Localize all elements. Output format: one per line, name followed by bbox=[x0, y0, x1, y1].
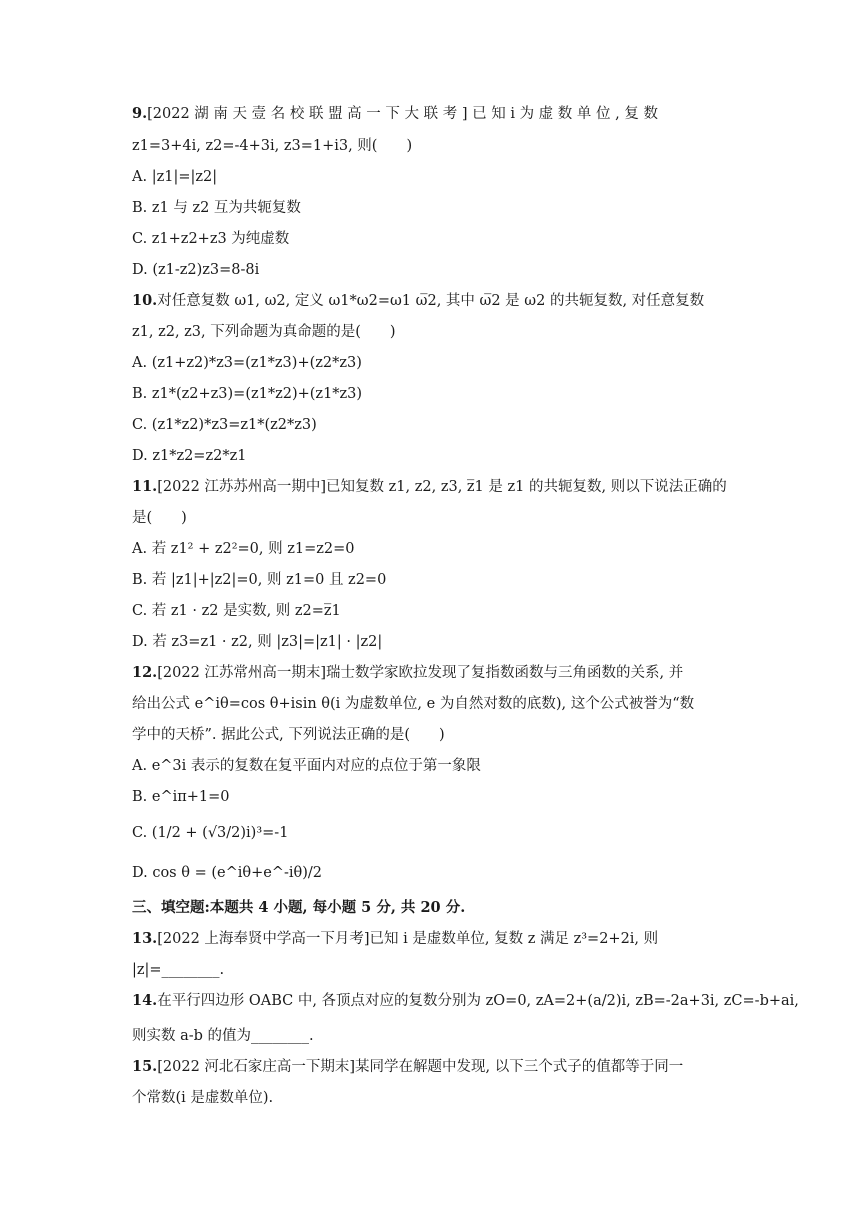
question-14-stem: 在平行四边形 OABC 中, 各顶点对应的复数分别为 zO=0, zA=2+(a/2)i, zB=-2a+3i, zC=-b+ai, bbox=[157, 993, 799, 1009]
question-13-number: 13. bbox=[132, 930, 158, 947]
question-10-option-b: B. z1*(z2+z3)=(z1*z2)+(z1*z3) bbox=[132, 386, 363, 402]
question-11-option-d: D. 若 z3=z1 · z2, 则 |z3|=|z1| · |z2| bbox=[132, 634, 383, 650]
question-12-option-c: C. (1/2 + (√3/2)i)³=-1 bbox=[132, 825, 289, 841]
question-12-number: 12. bbox=[132, 664, 158, 681]
question-9-line-2: z1=3+4i, z2=-4+3i, z3=1+i3, 则( ) bbox=[132, 138, 413, 154]
section-heading: 三、填空题:本题共 4 小题, 每小题 5 分, 共 20 分. bbox=[132, 899, 466, 916]
question-13-line-2: |z|=________. bbox=[132, 962, 225, 978]
question-9-option-c: C. z1+z2+z3 为纯虚数 bbox=[132, 231, 290, 247]
question-12-line-1 bbox=[132, 663, 738, 683]
question-9-number: 9. bbox=[132, 105, 148, 122]
question-12-option-d: D. cos θ = (e^iθ+e^-iθ)/2 bbox=[132, 865, 322, 881]
question-15-line-1 bbox=[132, 1057, 738, 1077]
question-12-line-3: 学中的天桥”. 据此公式, 下列说法正确的是( ) bbox=[132, 727, 445, 743]
question-12-option-b: B. e^iπ+1=0 bbox=[132, 789, 230, 805]
question-9-option-b: B. z1 与 z2 互为共轭复数 bbox=[132, 200, 301, 216]
question-11-stem: [2022 江苏苏州高一期中]已知复数 z1, z2, z3, z̅1 是 z1 的共轭复数, 则以下说法正确的 bbox=[157, 479, 727, 495]
question-14-number: 14. bbox=[132, 992, 158, 1009]
question-9-stem: [2022 湖 南 天 壹 名 校 联 盟 高 一 下 大 联 考 ] 已 知 i 为 虚 数 单 位 , 复 数 bbox=[147, 106, 658, 122]
question-10-stem: 对任意复数 ω1, ω2, 定义 ω1*ω2=ω1 ω̅2, 其中 ω̅2 是 ω2 的共轭复数, 对任意复数 bbox=[157, 293, 705, 309]
question-10-number: 10. bbox=[132, 292, 158, 309]
question-11-number: 11. bbox=[132, 478, 158, 495]
question-11-option-c: C. 若 z1 · z2 是实数, 则 z2=z̅1 bbox=[132, 603, 341, 619]
question-13-stem: [2022 上海奉贤中学高一下月考]已知 i 是虚数单位, 复数 z 满足 z³=2+2i, 则 bbox=[157, 931, 659, 947]
question-10-option-a: A. (z1+z2)*z3=(z1*z3)+(z2*z3) bbox=[132, 355, 362, 371]
question-9-option-d: D. (z1-z2)z3=8-8i bbox=[132, 262, 260, 278]
question-11-line-1 bbox=[132, 477, 738, 497]
question-15-stem: [2022 河北石家庄高一下期末]某同学在解题中发现, 以下三个式子的值都等于同一 bbox=[157, 1059, 684, 1075]
question-12-line-2: 给出公式 e^iθ=cos θ+isin θ(i 为虚数单位, e 为自然对数的底数), 这个公式被誉为“数 bbox=[132, 696, 695, 712]
question-10-option-d: D. z1*z2=z2*z1 bbox=[132, 448, 247, 464]
question-15-line-2: 个常数(i 是虚数单位). bbox=[132, 1090, 274, 1106]
question-12-option-a: A. e^3i 表示的复数在复平面内对应的点位于第一象限 bbox=[132, 758, 481, 774]
question-10-line-2: z1, z2, z3, 下列命题为真命题的是( ) bbox=[132, 324, 396, 340]
question-12-stem: [2022 江苏常州高一期末]瑞士数学家欧拉发现了复指数函数与三角函数的关系, 并 bbox=[157, 665, 684, 681]
question-15-number: 15. bbox=[132, 1058, 158, 1075]
question-9-line-1 bbox=[132, 104, 738, 124]
question-9-option-a: A. |z1|=|z2| bbox=[132, 169, 218, 185]
question-14-line-1 bbox=[132, 991, 799, 1011]
question-11-line-2: 是( ) bbox=[132, 510, 187, 526]
question-13-line-1 bbox=[132, 929, 738, 949]
question-11-option-a: A. 若 z1² + z2²=0, 则 z1=z2=0 bbox=[132, 541, 355, 557]
question-10-line-1 bbox=[132, 291, 738, 311]
question-11-option-b: B. 若 |z1|+|z2|=0, 则 z1=0 且 z2=0 bbox=[132, 572, 387, 588]
question-14-line-2: 则实数 a-b 的值为________. bbox=[132, 1028, 314, 1044]
question-10-option-c: C. (z1*z2)*z3=z1*(z2*z3) bbox=[132, 417, 317, 433]
